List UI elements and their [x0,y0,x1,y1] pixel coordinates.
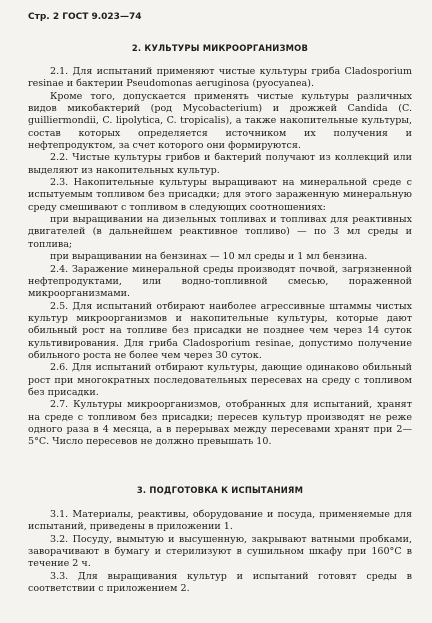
paragraph-2-4: 2.4. Заражение минеральной среды производят почвой, загрязненной нефтепродуктами, или водно-топливной смесью, пораженной микроорганизмами. [28,263,412,300]
paragraph-2-3: 2.3. Накопительные культуры выращивают на минеральной среде с испытуемым топливом без присадки; для этого зараженную минеральную среду смешивают с топливом в следующих соотношениях: [28,177,412,213]
paragraph-2-6: 2.6. Для испытаний отбирают культуры, дающие одинаково обильный рост при многократных последовательных пересевах на среду с топливом без присадки. [28,362,412,398]
section-2-body [28,66,412,449]
section-3-heading: 3. ПОДГОТОВКА К ИСПЫТАНИЯМ [136,485,304,495]
paragraph-3-3: 3.3. Для выращивания культур и испытаний готовят среды в соответствии с приложением 2. [28,570,412,595]
section-2-heading: 2. КУЛЬТУРЫ МИКРООРГАНИЗМОВ [131,43,309,53]
paragraph-2-2: 2.2. Чистые культуры грибов и бактерий получают из коллекций или выделяют из накопительных культур. [28,152,412,176]
section-3-body [28,509,412,595]
paragraph-2-1-cont: Кроме того, допускается применять чистые культуры различных видов микобактерий (род Mycobacterium) и дрожжей Candida (C. guilliermondii, C. lipolytica, C. tropicalis), а также накопительные культуры, состав которых определяется источником их получения и нефтепродуктом, за счет которого они формируются. [28,90,412,152]
paragraph-2-5: 2.5. Для испытаний отбирают наиболее агрессивные штаммы чистых культур микроорганизмов и накопительные культуры, которые дают обильный рост на топливе без присадки не позднее чем через 14 суток культивирования. Для гриба Cladosporium resinae, допустимо получение обильного роста не более чем через 30 суток. [28,300,412,361]
paragraph-2-3-gasoline: при выращивании на бензинах — 10 мл среды и 1 мл бензина. [50,251,368,263]
paragraph-2-1: 2.1. Для испытаний применяют чистые культуры гриба Cladosporium resinae и бактерии Pseudomonas aeruginosa (pyocyanea). [28,66,412,90]
paragraph-3-2: 3.2. Посуду, вымытую и высушенную, закрывают ватными пробками, заворачивают в бумагу и стерилизуют в сушильном шкафу при 160°С в течение 2 ч. [28,533,412,570]
paragraph-2-7: 2.7. Культуры микроорганизмов, отобранных для испытаний, хранят на среде с топливом без присадки; пересев культур производят не реже одного раза в 4 месяца, а в перерывах между пересевами хранят при 2—5°С. Число пересевов не должно превышать 10. [28,399,412,448]
page-header: Стр. 2 ГОСТ 9.023—74 [28,12,142,22]
paragraph-2-3-diesel: при выращивании на дизельных топливах и топливах для реактивных двигателей (в дальнейшем реактивное топливо) — по 3 мл среды и топлива; [28,214,412,250]
paragraph-3-1: 3.1. Материалы, реактивы, оборудование и посуда, применяемые для испытаний, приведены в приложении 1. [28,509,412,533]
